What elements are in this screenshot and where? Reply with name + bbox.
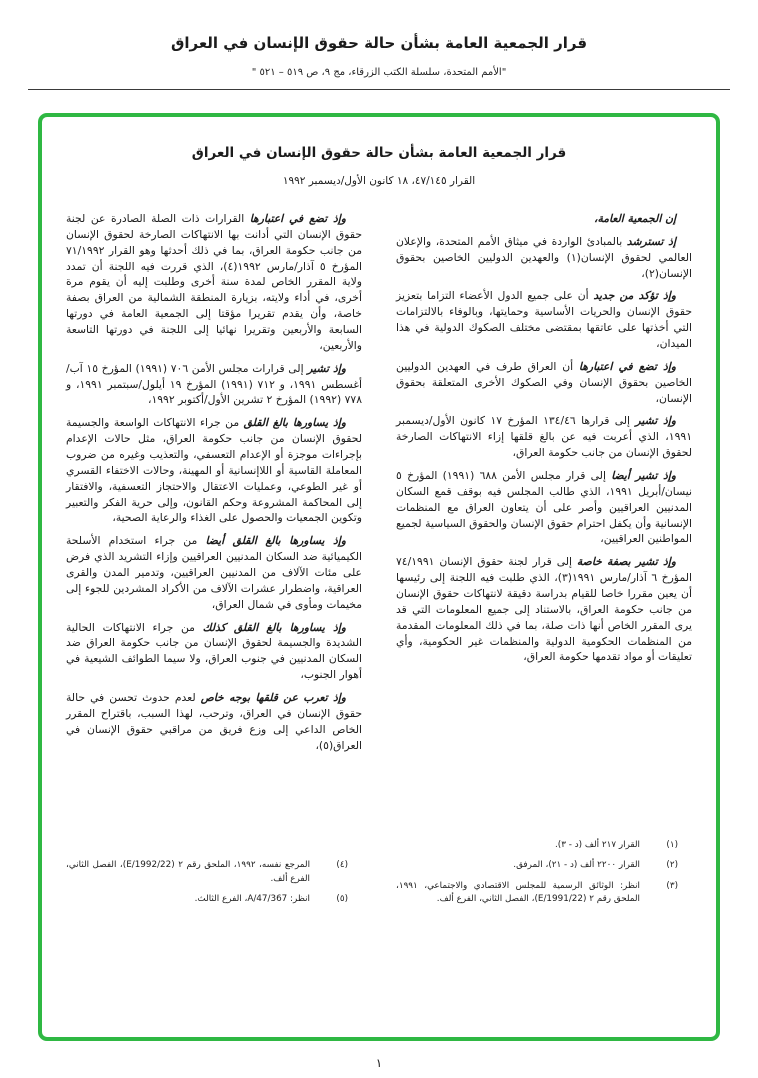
footnote-text: القرار ٢١٧ ألف (د - ٣). — [554, 839, 640, 850]
footnote-text: انظر: A/47/367، الفرع الثالث. — [194, 894, 310, 905]
footnote-number: (٥) — [336, 894, 348, 905]
resolution-paragraph — [396, 359, 692, 407]
paragraph-text: إلى قرارات مجلس الأمن ٧٠٦ (١٩٩١) المؤرخ ١٥ آب/أغسطس ١٩٩١، و ٧١٢ (١٩٩١) المؤرخ ١٩ أيلول/سبتمبر ١٩٩١، و ٧٧٨ (١٩٩٢) المؤرخ ٢ تشرين الأول/أكتوبر ١٩٩٢، — [66, 361, 362, 407]
page-number: ١ — [375, 1056, 383, 1070]
page-header — [0, 0, 758, 78]
paragraph-lead-phrase: وإذ يساورها بالغ القلق كذلك — [202, 620, 346, 634]
resolution-paragraph — [396, 554, 692, 665]
footnote-number: (٢) — [666, 860, 678, 871]
column-left — [66, 211, 362, 911]
header-title: قرار الجمعية العامة بشأن حالة حقوق الإنسان في العراق — [170, 34, 588, 52]
header-divider — [28, 89, 730, 90]
paragraph-text: إلى قرار مجلس الأمن ٦٨٨ (١٩٩١) المؤرخ ٥ نيسان/أبريل ١٩٩١، الذي طالب المجلس فيه بوقف قمع السكان المدنيين العراقيين وأصر على أن يتعاون العراق مع المنظمات الإنسانية وأن يكفل احترام حقوق الإنسان والحقوق السياسية لجميع المواطنين العراقيين، — [396, 469, 692, 546]
footnote — [66, 893, 348, 907]
resolution-title: قرار الجمعية العامة بشأن حالة حقوق الإنسان في العراق — [191, 145, 567, 161]
resolution-paragraph — [396, 211, 692, 227]
footnote-text: المرجع نفسه، ١٩٩٢، الملحق رقم ٢ (E/1992/22)، الفصل الثاني، الفرع ألف. — [66, 860, 311, 884]
resolution-paragraph — [66, 415, 362, 526]
paragraph-lead-phrase: وإذ تشير بصفة خاصة — [576, 555, 676, 569]
resolution-frame — [38, 113, 720, 1041]
resolution-paragraph — [66, 690, 362, 753]
resolution-paragraph — [396, 413, 692, 461]
paragraph-lead-phrase: وإذ تشير أيضا — [611, 469, 676, 483]
paragraph-lead-phrase: وإذ يساورها بالغ القلق أيضا — [205, 534, 346, 548]
paragraph-lead-phrase: وإذ تعرب عن قلقها بوجه خاص — [200, 691, 347, 705]
resolution-paragraph — [66, 620, 362, 683]
footnote-text: انظر: الوثائق الرسمية للمجلس الاقتصادي والاجتماعي، ١٩٩١، الملحق رقم ٢ (E/1991/22)، الفصل الثاني، الفرع ألف. — [396, 880, 640, 905]
paragraph-lead-phrase: وإذ يساورها بالغ القلق — [243, 416, 346, 430]
resolution-paragraph — [66, 361, 362, 409]
paragraph-lead-phrase: وإذ تضع في اعتبارها — [578, 359, 676, 373]
resolution-paragraph — [396, 234, 692, 282]
paragraph-lead-phrase: وإذ تشير — [307, 361, 346, 375]
paragraph-text: أن على جميع الدول الأعضاء التزاما بتعزيز حقوق الإنسان والحريات الأساسية وحمايتها، وبالوفاء بالالتزامات التي أخذتها على عاتقها بمقتضى مختلف الصكوك الدولية في هذا الميدان، — [396, 289, 692, 351]
paragraph-text: من جراء استخدام الأسلحة الكيميائية ضد السكان المدنيين العراقيين وإزاء التشريد الذي فرض على مئات الآلاف من المدنيين العراقيين، وتدمير المدن والقرى العراقية، واضطرار عشرات الآلاف من الأكراد المشردين للجوء إلى مخيمات ومأوى في شمال العراق، — [66, 534, 362, 611]
paragraph-text: لعدم حدوث تحسن في حالة حقوق الإنسان في العراق، وترحب، لهذا السبب، باقتراح المقرر الخاص الداعي إلى وزع فريق من مراقبي حقوق الإنسان في العراق(٥)، — [66, 691, 362, 752]
paragraph-lead-phrase: وإذ تشير — [635, 414, 676, 428]
footnote — [396, 859, 678, 873]
footnote-number: (٤) — [336, 860, 348, 871]
column-right — [396, 211, 692, 911]
paragraph-lead-phrase: إذ تسترشد — [626, 234, 676, 248]
footnote-number: (٣) — [666, 880, 678, 891]
footnote-list — [396, 832, 692, 912]
two-column-body — [66, 211, 692, 911]
footnote — [396, 880, 678, 907]
paragraph-text: إلى قرار لجنة حقوق الإنسان ٧٤/١٩٩١ المؤرخ ٦ آذار/مارس ١٩٩١(٣)، الذي طلبت فيه اللجنة إلى رئيسها أن يعين مقررا خاصا للقيام بدراسة دقيقة لانتهاكات حقوق الإنسان من جانب حكومة العراق، بالاستناد إلى جميع المعلومات التي قد يرى المقرر الخاص أنها ذات صلة، بما في ذلك المعلومات المقدمة من المنظمات الحكومية الدولية والمنظمات غير الحكومية، وأي تعليقات أو مواد تقدمها حكومة العراق، — [396, 555, 692, 664]
paragraph-list — [66, 211, 362, 761]
footnote — [396, 839, 678, 853]
paragraph-text: من جراء الانتهاكات الواسعة والجسيمة لحقوق الإنسان من جانب حكومة العراق، مثل حالات الإعدام بإجراءات موجزة أو الإعدام التعسفي، والتعذيب وغيره من ضروب المعاملة القاسية أو اللاإنسانية أو المهينة، وحالات الاختفاء القسري أو غير الطوعي، وعمليات الاعتقال والاحتجاز التعسفية، والافتقار إلى المحاكمة المشروعة وحكم القانون، وإلى حرية الفكر والتعبير وتكوين الجمعيات والحصول على الغذاء والرعاية الصحية، — [66, 416, 362, 525]
paragraph-lead-phrase: إن الجمعية العامة، — [593, 212, 676, 225]
resolution-paragraph — [396, 288, 692, 351]
header-source-line: "الأمم المتحدة، سلسلة الكتب الزرقاء، مج ٩، ص ٥١٩ – ٥٢١ " — [251, 67, 507, 78]
footnote-list — [66, 852, 362, 911]
resolution-paragraph — [66, 211, 362, 354]
resolution-paragraph — [396, 468, 692, 547]
paragraph-text: من جراء الانتهاكات الحالية الشديدة والجسيمة لحقوق الإنسان من جانب حكومة العراق ضد السكان المدنيين في جنوب العراق، ولا سيما الطوائف الشيعية في أهوار الجنوب، — [66, 620, 362, 682]
paragraph-text: القرارات ذات الصلة الصادرة عن لجنة حقوق الإنسان التي أدانت بها الانتهاكات الصارخة لحقوق الإنسان من جانب حكومة العراق، بما في ذلك أحدثها وهو القرار ٧١/١٩٩٢ المؤرخ ٥ آذار/مارس ١٩٩٢(٤)، الذي قررت فيه اللجنة أن تمدد ولاية المقرر الخاص لمدة سنة أخرى وطلبت إليه أن يقوم مرة أخرى، في أداء ولايته، بزيارة المنطقة الشمالية من العراق بصفة خاصة، وأن يقدم تقريرا مؤقتا إلى الجمعية العامة في دورتها السابعة والأربعين وتقريرا نهائيا إلى اللجنة في دورتها التاسعة والأربعين، — [66, 212, 362, 352]
resolution-number-line: القرار ٤٧/١٤٥، ١٨ كانون الأول/ديسمبر ١٩٩٢ — [282, 175, 476, 187]
footnote-number: (١) — [666, 839, 678, 850]
footnote-text: القرار ٢٢٠٠ ألف (د - ٢١)، المرفق. — [513, 860, 640, 871]
paragraph-text: أن العراق طرف في العهدين الدوليين الخاصين بحقوق الإنسان وفي الصكوك الأخرى المتعلقة بحقوق الإنسان، — [396, 359, 692, 405]
paragraph-text: بالمبادئ الواردة في ميثاق الأمم المتحدة، والإعلان العالمي لحقوق الإنسان(١) والعهدين الدوليين الخاصين بحقوق الإنسان(٢)، — [396, 234, 692, 280]
footnote — [66, 859, 348, 886]
paragraph-lead-phrase: وإذ تؤكد من جديد — [593, 289, 676, 303]
paragraph-text: إلى قرارها ١٣٤/٤٦ المؤرخ ١٧ كانون الأول/ديسمبر ١٩٩١، الذي أعربت فيه عن بالغ قلقها إزاء الانتهاكات الصارخة لحقوق الإنسان من جانب حكومة العراق، — [396, 414, 692, 460]
resolution-paragraph — [66, 533, 362, 612]
paragraph-lead-phrase: وإذ تضع في اعتبارها — [249, 212, 346, 225]
paragraph-list — [396, 211, 692, 672]
